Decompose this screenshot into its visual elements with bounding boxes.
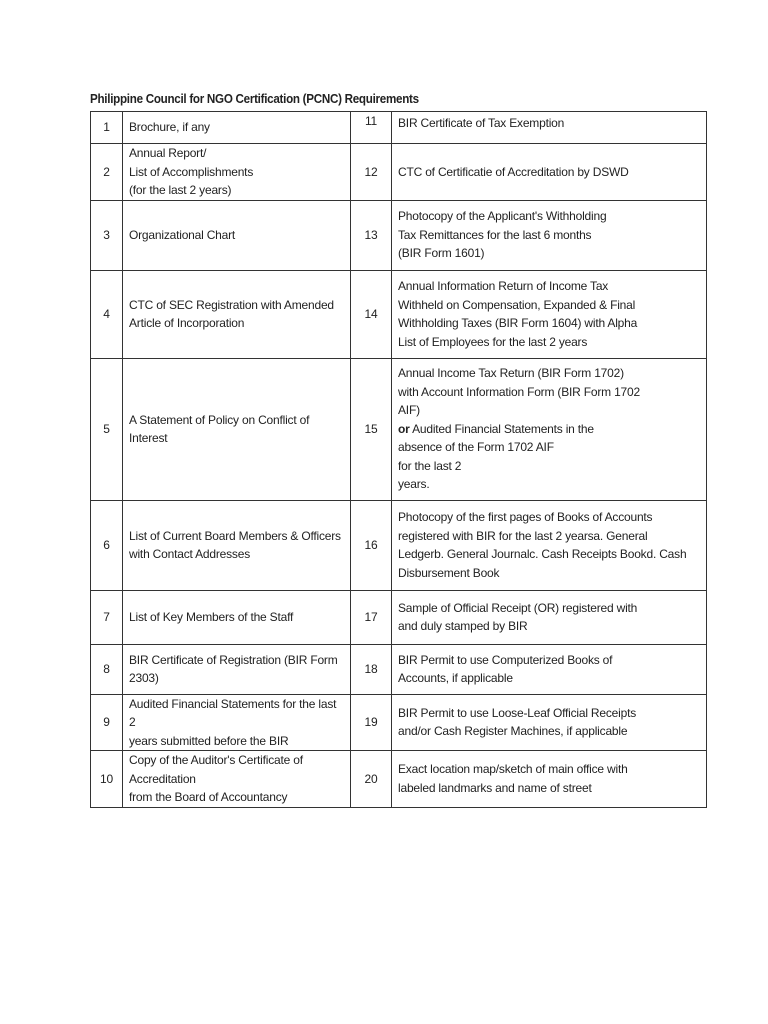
text-line: years submitted before the BIR bbox=[129, 733, 289, 748]
text-line: A Statement of Policy on Conflict of bbox=[129, 412, 310, 427]
text-line: 2 bbox=[129, 715, 136, 729]
right-item-text bbox=[392, 590, 707, 644]
left-item-text bbox=[123, 200, 351, 270]
table-row bbox=[91, 270, 707, 358]
table-row bbox=[91, 694, 707, 751]
text-line: BIR Permit to use Loose-Leaf Official Receipts bbox=[398, 705, 637, 720]
text-line: years. bbox=[398, 477, 430, 492]
text-line: Withheld on Compensation, Expanded & Final bbox=[398, 297, 636, 312]
text-line: BIR Certificate of Registration (BIR Form bbox=[129, 652, 338, 667]
text-line: (for the last 2 years) bbox=[129, 183, 232, 197]
right-item-number: 15 bbox=[351, 358, 392, 500]
right-item-text bbox=[392, 644, 707, 694]
text-line: Annual Income Tax Return (BIR Form 1702) bbox=[398, 366, 624, 381]
right-item-text bbox=[392, 270, 707, 358]
right-item-number: 18 bbox=[351, 644, 392, 694]
left-item-number: 5 bbox=[91, 358, 123, 500]
text-line: Annual Information Return of Income Tax bbox=[398, 279, 609, 293]
right-item-text bbox=[392, 500, 707, 590]
text-line: 2303) bbox=[129, 671, 159, 685]
text-line: Photocopy of the first pages of Books of Accounts bbox=[398, 510, 653, 524]
text-line: for the last 2 bbox=[398, 458, 462, 473]
text-line: List of Current Board Members & Officers bbox=[129, 528, 341, 543]
text-line: List of Accomplishments bbox=[129, 164, 254, 179]
text-line: Copy of the Auditor's Certificate of bbox=[129, 753, 303, 767]
right-item-number: 13 bbox=[351, 200, 392, 270]
left-item-text bbox=[123, 358, 351, 500]
right-item-number: 17 bbox=[351, 590, 392, 644]
text-line: BIR Permit to use Computerized Books of bbox=[398, 652, 613, 667]
text-line: Accounts, if applicable bbox=[398, 671, 513, 685]
text-line: Article of Incorporation bbox=[129, 316, 245, 330]
text-line: Interest bbox=[129, 431, 168, 445]
text-line: Exact location map/sketch of main office with bbox=[398, 762, 628, 777]
left-item-text bbox=[123, 500, 351, 590]
left-item-text bbox=[123, 644, 351, 694]
text-line: Disbursement Book bbox=[398, 565, 500, 580]
text-line: Photocopy of the Applicant's Withholding bbox=[398, 209, 607, 224]
table-row bbox=[91, 500, 707, 590]
left-item-text bbox=[123, 694, 351, 751]
table-row bbox=[91, 751, 707, 808]
right-item-number: 14 bbox=[351, 270, 392, 358]
text-line: BIR Certificate of Tax Exemption bbox=[398, 116, 565, 130]
text-line: List of Employees for the last 2 years bbox=[398, 334, 588, 349]
text-line: Audited Financial Statements for the last bbox=[129, 696, 337, 711]
left-item-text bbox=[123, 270, 351, 358]
table-row bbox=[91, 144, 707, 201]
text-line: absence of the Form 1702 AIF bbox=[398, 440, 554, 455]
text-line: CTC of SEC Registration with Amended bbox=[129, 297, 334, 312]
text-line: Accreditation bbox=[129, 771, 196, 786]
right-item-text bbox=[392, 358, 707, 500]
document-title: Philippine Council for NGO Certification (PCNC) Requirements bbox=[90, 92, 419, 106]
text-line: List of Key Members of the Staff bbox=[129, 609, 294, 624]
text-line: Tax Remittances for the last 6 months bbox=[398, 227, 592, 242]
text-line: or Audited Financial Statements in the bbox=[398, 421, 594, 436]
right-item-text bbox=[392, 144, 707, 201]
left-item-text bbox=[123, 751, 351, 808]
text-line: registered with BIR for the last 2 yearsa. General bbox=[398, 528, 648, 543]
table-row bbox=[91, 358, 707, 500]
table-row bbox=[91, 200, 707, 270]
right-item-number: 19 bbox=[351, 694, 392, 751]
right-item-number: 20 bbox=[351, 751, 392, 808]
left-item-number: 6 bbox=[91, 500, 123, 590]
text-line: with Account Information Form (BIR Form 1702 bbox=[398, 384, 640, 399]
text-line: Ledgerb. General Journalc. Cash Receipts Bookd. Cash bbox=[398, 547, 687, 561]
left-item-text bbox=[123, 590, 351, 644]
text-line: Brochure, if any bbox=[129, 120, 210, 135]
text-line: labeled landmarks and name of street bbox=[398, 780, 592, 795]
right-item-number: 12 bbox=[351, 144, 392, 201]
left-item-number: 3 bbox=[91, 200, 123, 270]
text-line: CTC of Certificatie of Accreditation by DSWD bbox=[398, 164, 629, 179]
text-line: from the Board of Accountancy bbox=[129, 790, 288, 804]
text-line: (BIR Form 1601) bbox=[398, 246, 485, 261]
text-line: Withholding Taxes (BIR Form 1604) with Alpha bbox=[398, 316, 638, 330]
left-item-number: 10 bbox=[91, 751, 123, 808]
table-row bbox=[91, 112, 707, 144]
requirements-table bbox=[90, 111, 707, 808]
right-item-text bbox=[392, 694, 707, 751]
left-item-number: 4 bbox=[91, 270, 123, 358]
left-item-number: 9 bbox=[91, 694, 123, 751]
text-line: AIF) bbox=[398, 403, 420, 418]
text-line: Organizational Chart bbox=[129, 227, 236, 242]
left-item-number: 8 bbox=[91, 644, 123, 694]
text-line: Annual Report/ bbox=[129, 146, 207, 160]
right-item-number: 16 bbox=[351, 500, 392, 590]
left-item-text bbox=[123, 144, 351, 201]
table-row bbox=[91, 590, 707, 644]
left-item-text bbox=[123, 112, 351, 144]
right-item-number: 11 bbox=[351, 112, 392, 144]
left-item-number: 7 bbox=[91, 590, 123, 644]
right-item-text bbox=[392, 200, 707, 270]
right-item-text bbox=[392, 751, 707, 808]
right-item-text bbox=[392, 112, 707, 144]
text-line: and duly stamped by BIR bbox=[398, 619, 528, 633]
left-item-number: 1 bbox=[91, 112, 123, 144]
text-line: and/or Cash Register Machines, if applicable bbox=[398, 724, 628, 739]
left-item-number: 2 bbox=[91, 144, 123, 201]
text-line: with Contact Addresses bbox=[129, 547, 250, 561]
table-row bbox=[91, 644, 707, 694]
text-line: Sample of Official Receipt (OR) registered with bbox=[398, 600, 638, 615]
